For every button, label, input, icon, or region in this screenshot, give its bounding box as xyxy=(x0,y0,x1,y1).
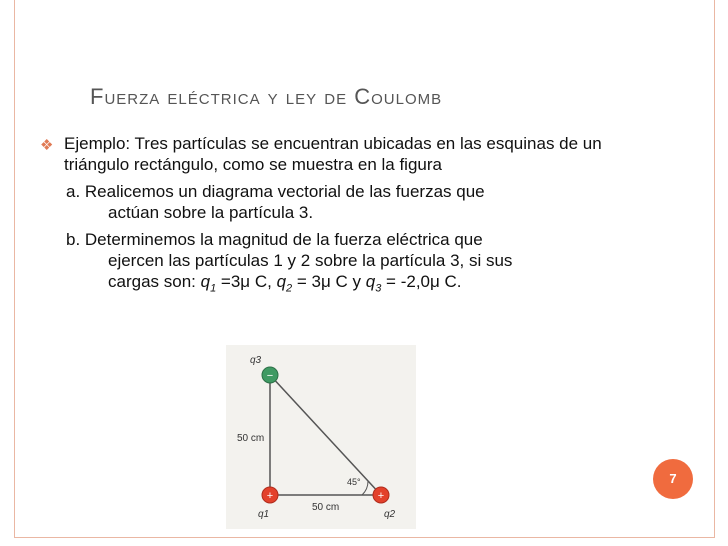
item-b xyxy=(40,229,640,299)
hypotenuse-line xyxy=(270,375,381,495)
slide-title: Fuerza eléctrica y ley de Coulomb xyxy=(90,84,443,109)
charge-q2-symbol: q xyxy=(276,272,287,291)
charge-q3-value: = -2,0μ C. xyxy=(381,272,462,291)
label-q3: q3 xyxy=(250,355,262,366)
charge-q1-sign: + xyxy=(266,490,274,502)
slide-content xyxy=(40,133,640,299)
page-number-badge: 7 xyxy=(653,459,693,499)
charge-q3-subscript: 3 xyxy=(375,282,382,295)
charge-q2-sign: + xyxy=(377,490,385,502)
item-b-line1: b. Determinemos la magnitud de la fuerza eléctrica que xyxy=(66,230,483,249)
charge-q3-sign: − xyxy=(266,370,274,382)
bullet-text: Ejemplo: Tres partículas se encuentran ubicadas en las esquinas de un triángulo rectángulo, como se muestra en la figura xyxy=(64,134,602,174)
angle-label: 45° xyxy=(347,477,361,487)
item-b-line2: ejercen las partículas 1 y 2 sobre la partícula 3, si sus xyxy=(108,251,513,270)
charge-q2-subscript: 2 xyxy=(286,282,293,295)
bullet-icon: ❖ xyxy=(40,137,54,154)
angle-arc xyxy=(362,481,368,495)
horizontal-side-label: 50 cm xyxy=(312,502,340,513)
triangle-figure xyxy=(226,345,416,529)
bullet-item xyxy=(40,133,640,175)
item-b-line3 xyxy=(66,271,640,299)
charge-q3-symbol: q xyxy=(365,272,376,291)
charge-q1-value: =3μ C, xyxy=(216,272,277,291)
vertical-side-label: 50 cm xyxy=(237,433,265,444)
label-q1: q1 xyxy=(258,509,270,520)
item-a-line1: a. Realicemos un diagrama vectorial de las fuerzas que xyxy=(66,182,485,201)
charge-q2-value: = 3μ C y xyxy=(292,272,366,291)
label-q2: q2 xyxy=(384,509,396,520)
charge-q1-symbol: q xyxy=(200,272,211,291)
item-a xyxy=(40,181,640,223)
item-a-line2: actúan sobre la partícula 3. xyxy=(108,203,314,222)
charges-prefix: cargas son: xyxy=(108,272,201,291)
charge-q1-subscript: 1 xyxy=(210,282,217,295)
triangle-diagram xyxy=(226,345,416,529)
